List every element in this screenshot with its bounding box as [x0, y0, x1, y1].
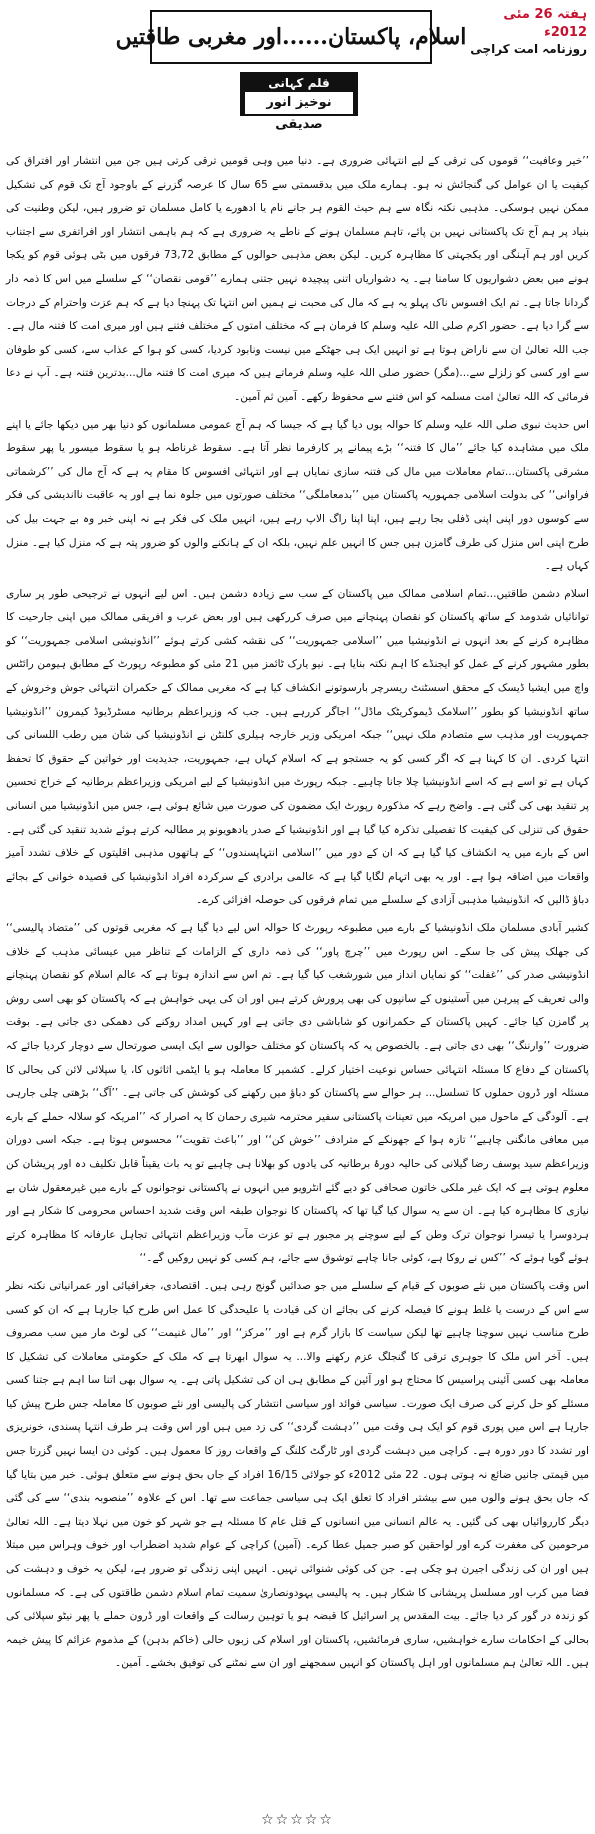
- end-stars: ☆☆☆☆☆: [261, 1812, 334, 1828]
- headline: اسلام، پاکستان......اور مغربی طاقتیں: [115, 24, 467, 50]
- article-paragraph: کشیر آبادی مسلمان ملک انڈونیشیا کے بارے میں مطبوعہ رپورٹ کا حوالہ اس لیے دیا گیا ہے کہ مغربی قوتوں کی ’’متضاد پالیسی‘‘ کی جھلک پیش کی جا سکے۔ اس رپورٹ میں ’’چرچ پاور‘‘ کی ذمہ داری کے الزامات کے تناظر میں عیسائی مذہب کے خلاف انڈونیشی صدر کی ’’غفلت‘‘ کو نمایاں انداز میں شورشغب کیا گیا ہے۔ تم اس سے اندازہ ہوتا ہے کہ عالم اسلام کو نقصان پہنچانے والی تعریف کے پیرہن میں آستینوں کے سانپوں کی بھی پرورش کرتے ہیں اور ان کی یہی خواہش ہے کہ پاکستان کو بھی اسی روش پر گامزن کیا جائے۔ کہیں پاکستان کے حکمرانوں کو شاباشی دی جاتی ہے اور کہیں امداد روکنے کی دھمکی دی جاتی ہے۔ بوقت ضرورت ’’وارننگ‘‘ بھی دی جاتی ہے۔ بالخصوص یہ کہ پاکستان کو مختلف حوالوں سے ایک ایسی صورتحال سے دوچار کردیا جائے کہ پاکستان کے دفاع کا مسئلہ انتہائی حساس نوعیت اختیار کرلے۔ کشمیر کا معاملہ ہو یا ایٹمی اثاثوں کا، یا سپلائی لائن کی بحالی کا مسئلہ اور ڈرون حملوں کا تسلسل... ہر حوالے سے پاکستان کو دباؤ میں رکھنے کی کوشش کی جاتی ہے۔ ’’آگ‘‘ بڑھتی چلی جارہی ہے۔ آلودگی کے ماحول میں امریکہ میں تعینات پاکستانی سفیر محترمہ شیری رحمان کا یہ اصرار کہ ’’امریکہ کو سلالہ حملے کے بارے میں معافی مانگنی چاہیے‘‘ تازہ ہوا کے جھونکے کے مترادف ’’خوش کن‘‘ اور ’’باعث تقویت‘‘ محسوس ہوتا ہے۔ جبکہ اسی دوران وزیراعظم سید یوسف رضا گیلانی کی حالیہ دورۂ برطانیہ کی یادوں کو بھلانا ہی چاہیے تو یہ بات یقیناً قابل تکلیف دہ اور پریشان کن معلوم ہوتی ہے کہ ایک غیر ملکی خاتون صحافی کو دیے گئے انٹرویو میں انہوں نے پاکستانی نوجوانوں کے بارے میں غیرمعقول شان بے نیازی کا مظاہرہ کیا ہے۔ ان سے یہ سوال کیا گیا تھا کہ پاکستان کا نوجوان طبقہ اس وقت شدید احساس محرومی کا شکار ہے اور ہردوسرا یا تیسرا نوجوان ترک وطن کے لیے سوچنے پر مجبور ہے تو عزت مآب وزیراعظم انتہائی تجاہل عارفانہ کا مظاہرہ کرتے ہوئے گویا ہوئے کہ ’’کس نے روکا ہے، کوئی جانا چاہے توشوق سے جائے، ہم کسی کو نہیں روکیں گے۔‘‘: [6, 922, 589, 1265]
- article-paragraph: اس وقت پاکستان میں نئے صوبوں کے قیام کے سلسلے میں جو صدائیں گونج رہی ہیں۔ اقتصادی، جغرافیائی اور عمرانیاتی نکتہ نظر سے اس کے درست یا غلط ہونے کا فیصلہ کرنے کی بجائے ان کی قیادت یا علیحدگی کا عمل اس طرح کیا جارہا ہے کہ ان کو کسی طرح مناسب نہیں سوچنا چاہیے تھا لیکن سیاست کا بازار گرم ہے اور ’’مرکز‘‘ اور ’’مال غنیمت‘‘ کی لوٹ مار میں سب مصروف ہیں۔ آخر اس ملک کا جوہری ترقی کا گنجلگ عزم رکھنے والا... یہ سوال ابھرتا ہے کہ ملک کے حکومتی معاملات کی تشکیل کا معاملہ بھی کسی آئینی پراسیس کا محتاج ہو اور آئین کے مطابق ہی ان کی تشکیل پاتی ہے۔ یہ سوال بھی اتنا سا اہم ہے جتنا کسی مسئلے کو حل کرنے کی صرف ایک صورت۔ سیاسی فوائد اور سیاسی انتشار کی پالیسی اور نئے صوبوں کا معاملہ جس طرح پیش کیا جارہا ہے اس میں پوری قوم کو ایک ہی وقت میں ’’دہشت گردی‘‘ کی زد میں ہیں اور اس وقت ہر طرف انتہا پسندی، خونریزی اور تشدد کا دور دورہ ہے۔ کراچی میں دہشت گردی اور ٹارگٹ کلنگ کے واقعات روز کا معمول ہیں۔ کوئی دن ایسا نہیں گزرتا جس میں قیمتی جانیں ضائع نہ ہوتی ہوں۔ 22 مئی 2012ء کو جولائی 16/15 افراد کے جاں بحق ہونے سے متعلق ہوئی۔ خبر میں بتایا گیا کہ جاں بحق ہونے والوں میں سے بیشتر افراد کا تعلق ایک ہی سیاسی جماعت سے تھا۔ اس کے علاوہ ’’منصوبہ بندی‘‘ سے کی گئی دیگر کارروائیاں بھی کی گئیں۔ یہ عالم انسانی میں انسانوں کے قتل عام کا مسئلہ ہے جو شہر کو خون میں نہلا دیتا ہے۔ اللہ تعالیٰ مرحومین کی مغفرت کرے اور لواحقین کو صبر جمیل عطا کرے۔ (آمین) کراچی کے عوام شدید اضطراب اور خوف وہراس میں مبتلا ہیں اور ان کی زندگی اجیرن ہو چکی ہے۔ جن کی کوئی شنوائی نہیں۔ انہیں اپنی زندگی تو ضرور ہے، لیکن یہ خوف و دہشت کی فضا میں کرب اور مسلسل پریشانی کا شکار ہیں۔ یہ پالیسی یہودونصاریٰ سمیت تمام اسلام دشمن طاقتوں کی ہے۔ کہ مسلمانوں کو زندہ در گور کر دیا جائے۔ بیت المقدس پر اسرائیل کا قبضہ ہو یا توہین رسالت کے واقعات اور ڈرون حملے یا پھر نیٹو سپلائی کی بحالی کے احکامات سارے خواہشیں، ساری فرمائشیں، پاکستان اور اسلام کی زبوں حالی (خاکم بدہن) کے مذموم عزائم کا پیش خیمہ ہیں۔ اللہ تعالیٰ ہم مسلمانوں اور اہل پاکستان کو انہیں سمجھنے اور ان سے نمٹنے کی توفیق بخشے۔ آمین۔: [6, 1279, 589, 1670]
- author-name: نوخیز انور صدیقی: [245, 92, 353, 114]
- article-paragraph: اس حدیث نبوی صلی اللہ علیہ وسلم کا حوالہ یوں دیا گیا ہے کہ جیسا کہ ہم آج عمومی مسلمانوں کو دنیا بھر میں دیکھا جائے یا اپنے ملک میں مشاہدہ کیا جائے ’’مال کا فتنہ‘‘ بڑے پیمانے پر کارفرما نظر آتا ہے۔ سقوط غرناطہ ہو یا سقوط میسور یا پھر سقوط مشرقی پاکستان...تمام معاملات میں مال کی فتنہ سازی نمایاں ہے اور انتہائی افسوس کا مقام یہ ہے کہ آج مال کی ’’کرشماتی فراوانی‘‘ کی بدولت اسلامی جمہوریہ پاکستان میں ’’بدمعاملگی‘‘ مختلف صورتوں میں جلوہ نما ہے اور یہ عاقبت نااندیشی کی فکر سے کوسوں دور اپنی اپنی ڈفلی بجا رہے ہیں، اپنا اپنا راگ الاپ رہے ہیں، انہیں ملک کی فکر ہے نہ اپنی خبر وہ بے جہت بیل کی طرح اپنی اس منزل کی طرف گامزن ہیں جس کا انہیں علم نہیں، بلکہ ان کے ہانکنے والوں کو ضرور پتہ ہے کہ منزل کیا ہے۔ منزل کہاں ہے۔: [6, 418, 589, 573]
- article-body: [6, 150, 589, 1680]
- byline-box: [240, 72, 358, 132]
- publication-date: ہفتہ 26 مئی 2012ء: [503, 7, 587, 40]
- article-paragraph: ’’خیر وعافیت‘‘ قوموں کی ترقی کے لیے انتہائی ضروری ہے۔ دنیا میں وہی قومیں ترقی کرتی ہیں جن میں انتشار اور افتراق کی کیفیت یا ان عوامل کی گنجائش نہ ہو۔ ہمارے ملک میں بدقسمتی سے 65 سال کا عرصہ گزرنے کے باوجود آج تک قوم کی تشکیل ممکن نہیں ہوسکی۔ مذہبی نکتہ نگاہ سے ہم حیث القوم ہر جانے نام یا ادھورے یا کامل مسلمان تو ضرور ہیں، لیکن وطنیت کی بنیاد پر ہم آج تک پاکستانی نہیں بن پائے، تاہم مسلمان ہونے کے ناطے یہ ضروری ہے کہ ہم باہمی انتشار اور افراتفری سے اجتناب کریں اور ہم آہنگی اور یکجہتی کا مظاہرہ کریں۔ لیکن بعض مذہبی حوالوں کے مطابق 73,72 فرقوں میں بٹی ہوئی قوم کو یکجا ہونے میں بعض دشواریوں کا سامنا ہے۔ یہ دشواریاں اتنی پیچیدہ نہیں جتنی ہمارے ’’قومی نقصان‘‘ کے سلسلے میں اس کا ذمہ دار گردانا جاتا ہے۔ تم ایک افسوس ناک پہلو یہ ہے کہ مال کی محبت نے ہمیں اس انتہا تک پہنچا دیا ہے کہ ہم عزت واحترام کے درجات سے گرا دیا ہے۔ حضور اکرم صلی اللہ علیہ وسلم کا فرمان ہے کہ مختلف امتوں کے مختلف فتنے ہیں اور میری امت کا فتنہ مال ہے۔ جب اللہ تعالیٰ ان سے ناراض ہوتا ہے تو انہیں ایک ہی جھٹکے میں نیست ونابود کردیا، کسی کو ہوا کے عذاب سے، کسی کو طوفان سے اور کسی کو زلزلے سے...(مگر) حضور صلی اللہ علیہ وسلم فرماتے ہیں کہ میری امت کا فتنہ مال...بدترین فتنہ ہے۔ آپ نے دعا فرمائی کہ اللہ تعالیٰ امت مسلمہ کو اس فتنے سے محفوظ رکھے۔ آمین ثم آمین۔: [6, 155, 590, 403]
- column-name: قلم کہانی: [268, 76, 330, 90]
- article-paragraph: اسلام دشمن طاقتیں...تمام اسلامی ممالک میں پاکستان کے سب سے زیادہ دشمن ہیں۔ اس لیے انہوں نے ترجیحی طور پر ساری توانائیاں شدومد کے ساتھ پاکستان کو نقصان پہنچانے میں صرف کررکھی ہیں اور بعض عرب و افریقی ممالک میں اپنی جارحیت کا مظاہرہ کرنے کے بعد انہوں نے انڈونیشیا میں ’’اسلامی جمہوریت‘‘ کی نقشہ کشی کرتے ہوئے ’’انڈونیشی اسلامی جمہوریت‘‘ کو بطور مشہور کرنے کے عمل کو ایجنڈے کا اہم نکتہ بنایا ہے۔ نیو یارک ٹائمز میں 21 مئی کو مطبوعہ رپورٹ کے مطابق ہیومن رائٹس واچ میں ایشیا ڈیسک کے محقق اسسٹنٹ ریسرچر بارسوتونے انکشاف کیا ہے کہ مغربی ممالک کے حکمران انتہائی جوش وخروش کے ساتھ انڈونیشیا کو بطور ’’اسلامک ڈیموکریٹک ماڈل‘‘ اجاگر کررہے ہیں۔ جب کہ وزیراعظم برطانیہ مسٹرڈیوڈ کیمرون ’’انڈونیشیا جمہوریت اور مذہب سے متصادم ملک نہیں‘‘ جبکہ امریکی وزیر خارجہ ہیلری کلنٹن نے انڈونیشیا کی شان میں رطب اللسانی کی انتہا کردی۔ ان کا کہنا ہے کہ اگر کسی کو یہ جستجو ہے کہ اسلام کہاں ہے، جمہوریت، جدیدیت اور خواتین کے حقوق کا تحفظ کہاں ہے تو اسے ہے کہ اسے انڈونیشیا چلا جانا چاہیے۔ جبکہ رپورٹ میں انڈونیشیا کے لیے امریکی وزیراعظم برطانیہ کے خراج تحسین پر تنقید بھی کی گئی ہے۔ واضح رہے کہ مذکورہ رپورٹ ایک مضمون کی صورت میں شائع ہوئی ہے، جس میں انڈونیشیا میں انسانی حقوق کی تنزلی کی کیفیت کا تفصیلی تذکرہ کیا گیا ہے اور انڈونیشیا کے صدر یادھویونو پر مطالبہ کرتے ہوئے شدید تنقید کی گئی ہے۔ اس کے بارے میں یہ انکشاف کیا گیا ہے کہ ان کے دور میں ’’اسلامی انتہاپسندوں‘‘ کے ہاتھوں مذہبی اقلیتوں کے خلاف تشدد آمیز واقعات میں اضافہ ہوا ہے۔ اور یہ بھی اتہام لگایا گیا ہے کہ عالمی برادری کے سرکردہ افراد انڈونیشیا کی قصیدہ خوانی کے بجائے دباؤ ڈالیں کہ انڈونیشیا مذہبی آزادی کے سلسلے میں تمام فرقوں کی حوصلہ افزائی کرے۔: [6, 587, 589, 907]
- newspaper-source: روزنامہ امت کراچی: [470, 42, 587, 56]
- headline-box: [115, 10, 467, 64]
